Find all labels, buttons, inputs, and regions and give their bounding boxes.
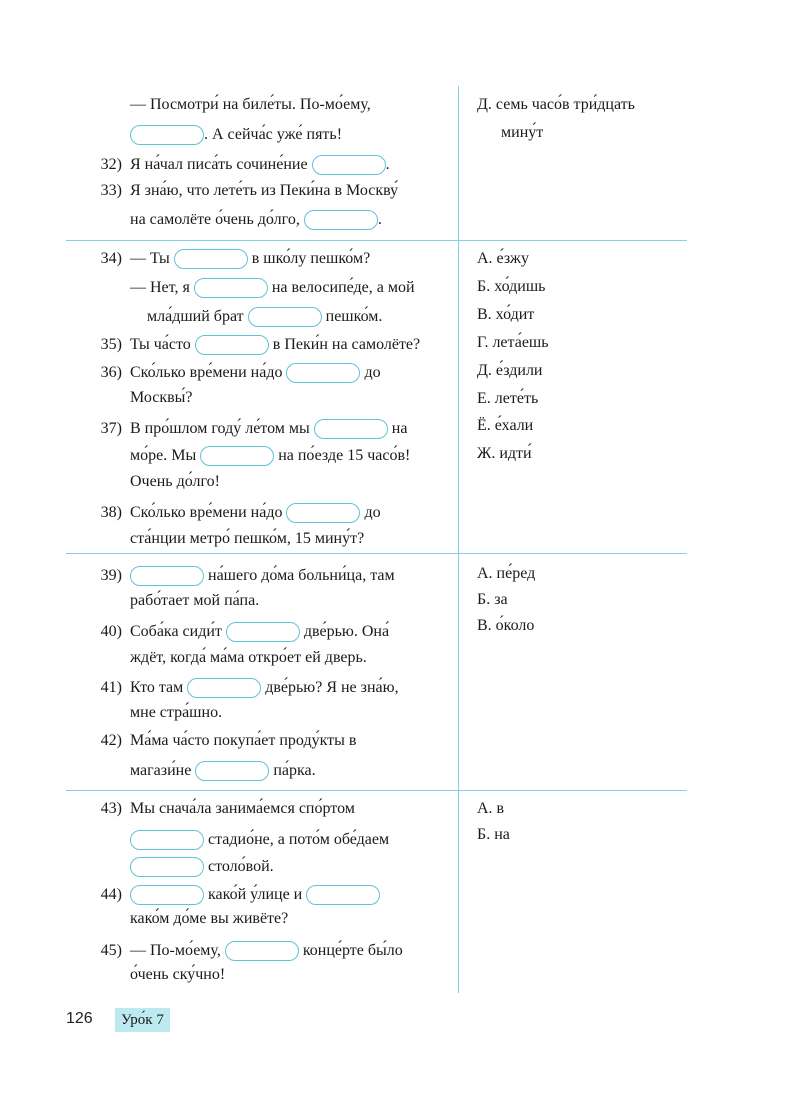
answer-blank[interactable] — [225, 941, 299, 961]
answer-blank[interactable] — [286, 503, 360, 523]
section-divider — [66, 553, 687, 554]
option-item: В. хо́дит — [477, 306, 535, 323]
item-number: 41) — [100, 679, 122, 696]
sentence-line: како́й у́лице и — [130, 884, 380, 906]
sentence-line: рабо́тает мой па́па. — [130, 592, 260, 609]
answer-blank[interactable] — [312, 155, 386, 175]
sentence-line: Кто там две́рью? Я не зна́ю, — [130, 677, 399, 699]
sentence-line: Я зна́ю, что лете́ть из Пеки́на в Москву́ — [130, 182, 399, 199]
item-number: 39) — [100, 567, 122, 584]
option-item: Д. семь часо́в три́дцать — [477, 96, 635, 113]
sentence-line: ста́нции метро́ пешко́м, 15 мину́т? — [130, 530, 365, 547]
sentence-line: — По-мо́ему, конце́рте бы́ло — [130, 940, 403, 962]
option-item: Б. хо́дишь — [477, 278, 546, 295]
sentence-line: Ско́лько вре́мени на́до до — [130, 362, 381, 384]
answer-blank[interactable] — [200, 446, 274, 466]
option-item: Е. лете́ть — [477, 390, 539, 407]
option-item: А. е́зжу — [477, 250, 529, 267]
sentence-line: како́м до́ме вы живёте? — [130, 910, 289, 927]
item-number: 35) — [100, 336, 122, 353]
page-number: 126 — [66, 1010, 93, 1027]
option-item: А. пе́ред — [477, 565, 536, 582]
item-number: 44) — [100, 886, 122, 903]
sentence-line: на самолёте о́чень до́лго, . — [130, 209, 382, 231]
option-item: Г. лета́ешь — [477, 334, 549, 351]
sentence-line: стадио́не, а пото́м обе́даем — [130, 829, 389, 851]
option-item: Ж. идти́ — [477, 445, 532, 462]
sentence-line: Я на́чал писа́ть сочине́ние . — [130, 154, 390, 176]
answer-blank[interactable] — [314, 419, 388, 439]
sentence-line: В про́шлом году́ ле́том мы на — [130, 418, 407, 440]
sentence-line: Ско́лько вре́мени на́до до — [130, 502, 381, 524]
answer-blank[interactable] — [130, 857, 204, 877]
answer-blank[interactable] — [194, 278, 268, 298]
sentence-line: Мы снача́ла занима́емся спо́ртом — [130, 800, 355, 817]
item-number: 34) — [100, 250, 122, 267]
item-number: 38) — [100, 504, 122, 521]
item-number: 33) — [100, 182, 122, 199]
sentence-line: — Посмотри́ на биле́ты. По-мо́ему, — [130, 96, 371, 113]
option-item: Б. на — [477, 826, 510, 843]
option-item: А. в — [477, 800, 505, 817]
section-divider — [66, 790, 687, 791]
answer-blank[interactable] — [130, 885, 204, 905]
sentence-line: на́шего до́ма больни́ца, там — [130, 565, 395, 587]
sentence-line: ждёт, когда́ ма́ма откро́ет ей дверь. — [130, 649, 367, 666]
sentence-line: Москвы́? — [130, 389, 193, 406]
answer-blank[interactable] — [130, 125, 204, 145]
item-number: 37) — [100, 420, 122, 437]
answer-blank[interactable] — [286, 363, 360, 383]
item-number: 40) — [100, 623, 122, 640]
section-divider — [66, 240, 687, 241]
lesson-badge: Уро́к 7 — [115, 1008, 170, 1032]
item-number: 42) — [100, 732, 122, 749]
item-number: 36) — [100, 364, 122, 381]
answer-blank[interactable] — [195, 335, 269, 355]
option-item: Д. е́здили — [477, 362, 543, 379]
sentence-line: мо́ре. Мы на по́езде 15 часо́в! — [130, 445, 410, 467]
answer-blank[interactable] — [304, 210, 378, 230]
answer-blank[interactable] — [195, 761, 269, 781]
sentence-line: Очень до́лго! — [130, 473, 220, 490]
sentence-line: о́чень ску́чно! — [130, 966, 226, 983]
item-number: 43) — [100, 800, 122, 817]
answer-blank[interactable] — [248, 307, 322, 327]
answer-blank[interactable] — [174, 249, 248, 269]
answer-blank[interactable] — [306, 885, 380, 905]
sentence-line: Ма́ма ча́сто покупа́ет проду́кты в — [130, 732, 357, 749]
answer-blank[interactable] — [130, 566, 204, 586]
option-item: Б. за — [477, 591, 508, 608]
column-divider — [458, 86, 459, 993]
sentence-line: — Нет, я на велосипе́де, а мой — [130, 277, 415, 299]
sentence-line: Ты ча́сто в Пеки́н на самолёте? — [130, 334, 420, 356]
answer-blank[interactable] — [226, 622, 300, 642]
answer-blank[interactable] — [187, 678, 261, 698]
answer-blank[interactable] — [130, 830, 204, 850]
sentence-line: мне стра́шно. — [130, 704, 223, 721]
sentence-line: мла́дший брат пешко́м. — [147, 306, 382, 328]
option-item: В. о́коло — [477, 617, 535, 634]
sentence-line: — Ты в шко́лу пешко́м? — [130, 248, 370, 270]
option-item: Ё. е́хали — [477, 417, 534, 434]
sentence-line: Соба́ка сиди́т две́рью. Она́ — [130, 621, 389, 643]
sentence-line: магази́не па́рка. — [130, 760, 316, 782]
item-number: 45) — [100, 942, 122, 959]
item-number: 32) — [100, 156, 122, 173]
sentence-line: столо́вой. — [130, 856, 274, 878]
option-item: мину́т — [477, 124, 544, 141]
sentence-line: . А сейча́с уже́ пять! — [130, 124, 342, 146]
